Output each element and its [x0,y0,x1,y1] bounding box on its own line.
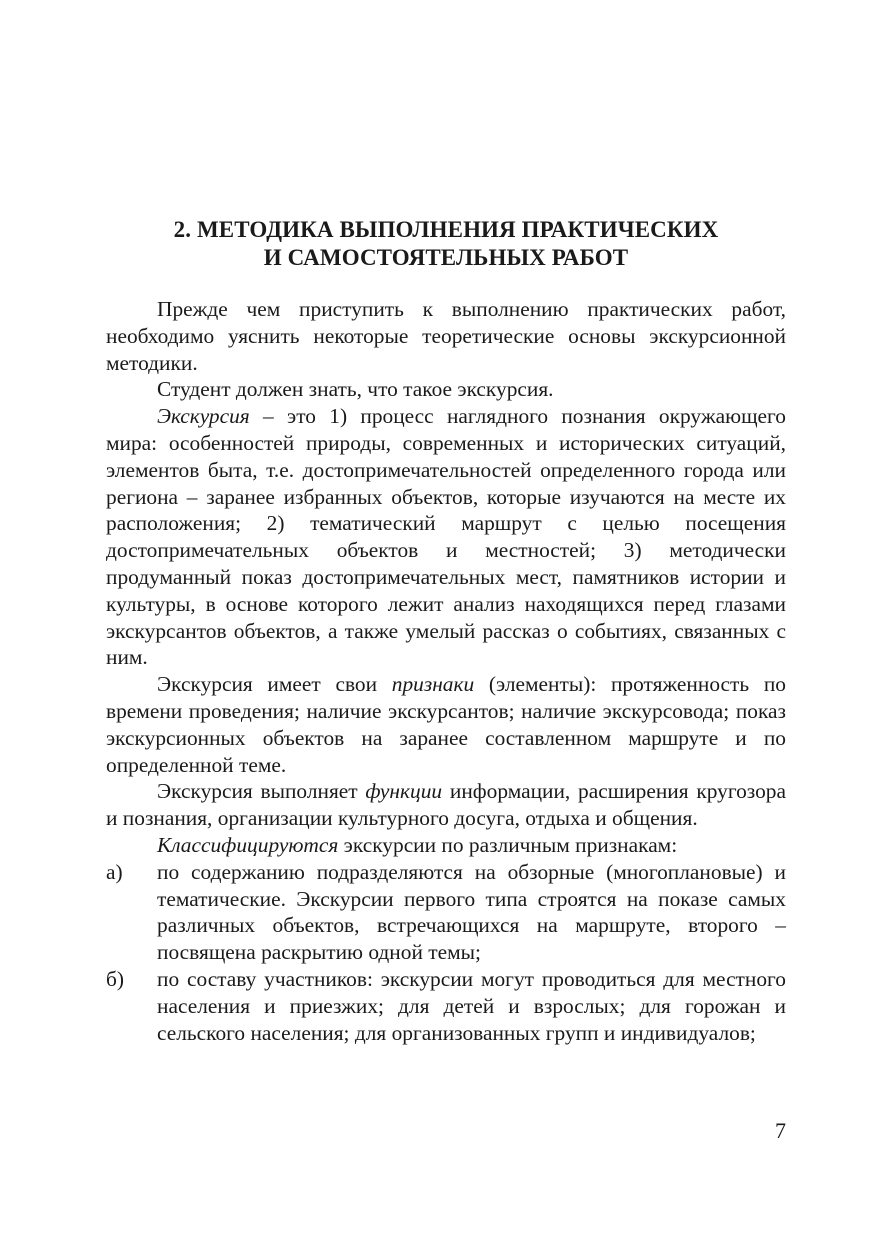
list-item [106,966,786,1046]
term-classified: Классифицируются [157,832,339,857]
list-marker: а) [106,859,123,884]
functions-intro: Экскурсия выполняет [157,779,366,804]
heading-line-1: 2. МЕТОДИКА ВЫПОЛНЕНИЯ ПРАКТИЧЕСКИХ [173,217,719,242]
page-number: 7 [775,1118,786,1143]
term-functions: функции [365,779,443,804]
functions-text: информации, расширения кругозора и познания, организации культурного досуга, отдыха и общения. [106,779,786,831]
list-marker: б) [106,966,125,991]
paragraph-features [106,671,786,778]
paragraph-classification [106,832,786,859]
definition-text: – это 1) процесс наглядного познания окружающего мира: особенностей природы, современных и исторических ситуаций, элементов быта, т.е. достопримечательностей определенного города или региона – заранее избранных объектов, которые изучаются на месте их расположения; 2) тематический маршрут с целью посещения достопримечательных объектов и местностей; 3) методически продуманный показ достопримечательных мест, памятников истории и культуры, в основе которого лежит анализ находящихся перед глазами экскурсантов объектов, а также умелый рассказ о событиях, связанных с ним. [106,404,786,670]
list-item-text: по составу участников: экскурсии могут проводиться для местного населения и приезжих; для детей и взрослых; для горожан и сельского населения; для организованных групп и индивидуалов; [157,966,786,1045]
paragraph-student: Студент должен знать, что такое экскурсия. [157,377,554,402]
list-item-text: по содержанию подразделяются на обзорные (многоплановые) и тематические. Экскурсии первого типа строятся на показе самых различных объектов, встречающихся на маршруте, второго – посвящена раскрытию одной темы; [157,859,786,965]
list-item [106,859,786,966]
paragraph-functions [106,778,786,832]
heading-line-2: И САМОСТОЯТЕЛЬНЫХ РАБОТ [263,245,629,270]
section-heading [106,216,786,272]
paragraph-intro: Прежде чем приступить к выполнению практических работ, необходимо уяснить некоторые теоретические основы экскурсионной методики. [106,297,786,375]
classification-text: экскурсии по различным признакам: [338,832,678,857]
term-excursion: Экскурсия [157,404,250,429]
body-text [106,296,786,1046]
features-text: (элементы): протяженность по времени проведения; наличие экскурсантов; наличие экскурсовода; показ экскурсионных объектов на заранее составленном маршруте и по определенной теме. [106,672,786,777]
document-page [106,0,786,1241]
term-features: признаки [391,672,475,697]
features-intro: Экскурсия имеет свои [157,672,392,697]
paragraph-definition [106,403,786,671]
